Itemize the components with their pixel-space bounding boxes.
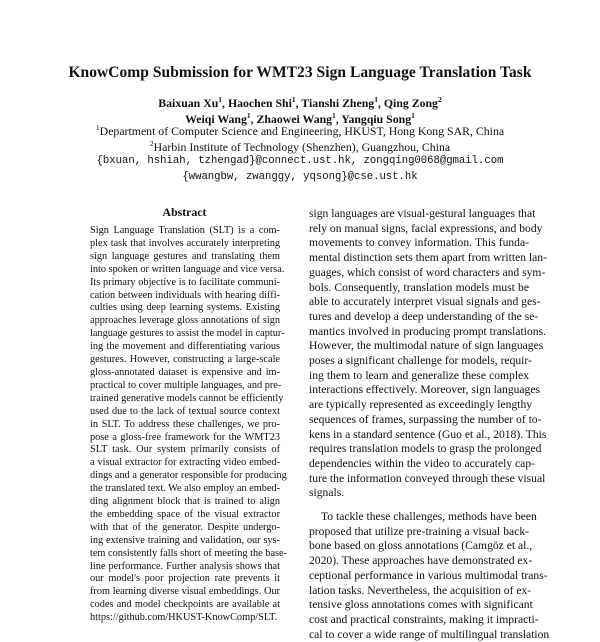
text-line: gestures. However, constructing a large-scale xyxy=(90,354,280,366)
author-line: Weiqi Wang$^1$, Zhaowei Wang$^1$, Yangqiu Song$^1$ xyxy=(185,110,415,126)
text-line: mantics involved in producing prompt translations. xyxy=(309,324,546,338)
abstract-text xyxy=(90,225,288,625)
text-line: bols. Consequently, translation models must be xyxy=(309,280,529,294)
author-affil-mark: 1 xyxy=(332,110,336,120)
text-line: lation tasks. Nevertheless, the acquisition of ex- xyxy=(309,583,532,597)
author-affil-mark: 2 xyxy=(437,95,442,105)
text-line: guages, which consist of word characters and sym- xyxy=(309,265,546,279)
text-line: approaches leverage gloss annotations of sign xyxy=(90,315,280,327)
text-line: cation between individuals with hearing diffi- xyxy=(90,289,280,301)
body-paragraph xyxy=(309,207,547,501)
email-line: {bxuan, hshiah, tzhengad}@connect.ust.hk, zongqing0068@gmail.com xyxy=(96,155,504,167)
text-line: plex task that involves accurately interpreting xyxy=(90,237,280,249)
text-line: our model's poor projection rate prevents it xyxy=(90,573,280,585)
text-line: trained generative models cannot be efficiently xyxy=(90,392,284,404)
text-line: sign language gestures and translating them xyxy=(90,250,280,262)
text-line: interactions effectively. Moreover, sign languages xyxy=(309,383,541,397)
email-line: {wwangbw, zwanggy, yqsong}@cse.ust.hk xyxy=(182,170,418,183)
author-name: Qing Zong xyxy=(383,96,438,110)
text-line: sign languages are visual-gestural languages that xyxy=(309,207,536,220)
author-affil-mark: 1 xyxy=(374,95,378,105)
author-name: Yangqiu Song xyxy=(341,111,412,126)
affiliation-text: Harbin Institute of Technology (Shenzhen), Guangzhou, China xyxy=(153,139,451,154)
text-line: proposed that utilize pre-training a visual back- xyxy=(309,524,529,538)
affiliation-mark: 1 xyxy=(95,123,100,133)
text-line: used due to the lack of textual source context xyxy=(90,405,280,417)
affiliation xyxy=(0,124,600,140)
text-line: line performance. Further analysis shows that xyxy=(90,560,280,572)
text-line: language gestures to assist the model in captur- xyxy=(90,328,285,340)
abstract-heading: Abstract xyxy=(162,205,207,219)
text-line: requires translation models to grasp the prolonged xyxy=(309,442,542,456)
author-list xyxy=(0,96,600,127)
text-line: SLT task. Our system primarily consists of xyxy=(90,444,280,456)
text-line: poses a significant challenge for models, requir- xyxy=(309,354,532,368)
body-paragraph xyxy=(309,510,550,642)
affiliation-text: Department of Computer Science and Engineering, HKUST, Hong Kong SAR, China xyxy=(99,124,505,138)
text-line: the translated text. We also employ an embed- xyxy=(90,483,280,495)
text-line: kens in a standard sentence (Guo et al., 2018). This xyxy=(309,427,547,441)
text-line: tem consistently falls short of meeting the base- xyxy=(90,547,288,559)
text-line: from learning diverse visual embeddings. Our xyxy=(90,586,280,598)
email-list xyxy=(0,154,600,185)
text-line: sequences of frames, surpassing the number of to- xyxy=(309,412,542,426)
author-affil-mark: 1 xyxy=(291,95,296,105)
affiliation xyxy=(0,140,600,156)
author-name: Weiqi Wang xyxy=(185,111,247,126)
text-line: ding alignment block that is trained to align xyxy=(90,496,280,508)
text-line: dings and a generator responsible for producing xyxy=(90,470,287,482)
text-line: pose a gloss-free framework for the WMT23 xyxy=(90,431,280,443)
text-line: tensive gloss annotations comes with significant xyxy=(309,598,533,612)
text-line: ture the information conveyed through these visual xyxy=(309,471,546,485)
text-line: However, the multimodal nature of sign languages xyxy=(309,339,544,353)
text-line: ing extensive training and validation, our sys- xyxy=(90,534,280,546)
text-line: practical to cover multiple languages, and pre- xyxy=(90,379,282,391)
author-affil-mark: 1 xyxy=(246,110,251,120)
text-line: https://github.com/HKUST-KnowComp/SLT. xyxy=(90,612,278,624)
text-line: dependencies within the video to accurately cap- xyxy=(309,456,535,470)
text-line: with that of the generator. Despite undergo- xyxy=(90,521,280,533)
text-line: the embedding space of the visual extractor xyxy=(90,508,280,520)
text-line: are typically represented as exceedingly lengthy xyxy=(309,398,533,412)
text-line: in SLT. To address these challenges, we pro- xyxy=(90,418,280,430)
text-line: gloss-annotated dataset is expensive and im- xyxy=(90,366,280,378)
text-line: Sign Language Translation (SLT) is a com- xyxy=(90,225,280,236)
text-line: culties using deep learning systems. Existing xyxy=(90,302,280,314)
paper-title: KnowComp Submission for WMT23 Sign Language Translation Task xyxy=(68,64,532,81)
text-line: ing them to learn and generalize these complex xyxy=(309,368,529,382)
author-name: Tianshi Zheng xyxy=(301,96,375,110)
text-line: Its primary objective is to facilitate communi- xyxy=(90,276,280,288)
text-line: into spoken or written language and vice versa. xyxy=(90,263,285,275)
text-line: signals. xyxy=(309,486,345,500)
text-line: 2020). These approaches have demonstrated ex- xyxy=(309,554,533,568)
text-line: codes and model checkpoints are available at xyxy=(90,599,280,611)
text-line: able to accurately interpret visual signals and ges- xyxy=(309,295,541,309)
body-column xyxy=(309,207,550,642)
author-line: Baixuan Xu$^1$, Haochen Shi$^1$, Tianshi Zheng$^1$, Qing Zong$^2$ xyxy=(158,95,442,110)
affiliation-list xyxy=(0,124,600,155)
text-line: ing the movement and differentiating various xyxy=(90,341,280,353)
author-name: Haochen Shi xyxy=(227,96,292,110)
text-line: tures and develop a deep understanding of the se- xyxy=(309,309,539,323)
text-line: a visual extractor for extracting video embed- xyxy=(90,457,280,469)
affiliation-mark: 2 xyxy=(149,138,154,148)
text-line: mental distinction sets them apart from written lan- xyxy=(309,251,547,265)
text-line: rely on manual signs, facial expressions, and body xyxy=(309,221,543,235)
author-name: Zhaowei Wang xyxy=(256,111,333,126)
text-line: cal to cover a wide range of multilingual translation xyxy=(309,627,550,641)
text-line: cost and practical constraints, making it impracti- xyxy=(309,612,539,626)
text-line: To tackle these challenges, methods have been xyxy=(321,510,537,524)
text-line: ceptional performance in various multimodal trans- xyxy=(309,568,548,582)
text-line: movements to convey information. This funda- xyxy=(309,236,529,250)
author-name: Baixuan Xu xyxy=(158,96,219,110)
author-affil-mark: 1 xyxy=(411,110,415,120)
text-line: bone based on gloss annotations (Camgöz et al., xyxy=(309,539,533,553)
author-affil-mark: 1 xyxy=(218,95,223,105)
